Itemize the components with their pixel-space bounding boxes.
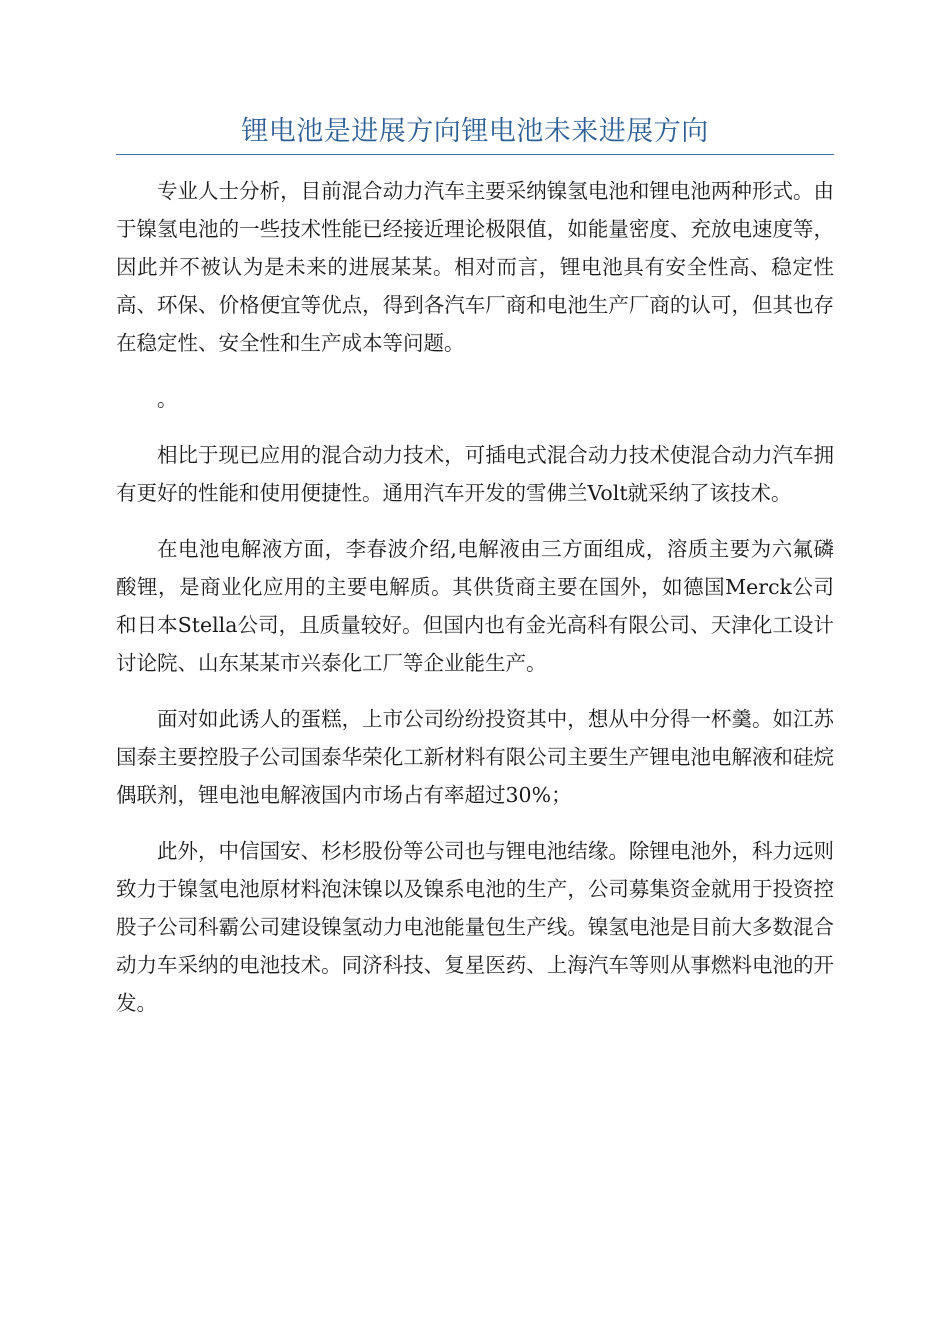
paragraph-6: 此外，中信国安、杉杉股份等公司也与锂电池结缘。除锂电池外，科力远则致力于镍氢电池原材料泡沫镍以及镍系电池的生产，公司募集资金就用于投资控股子公司科霸公司建设镍氢动力电池能量包生产线。镍氢电池是目前大多数混合动力车采纳的电池技术。同济科技、复星医药、上海汽车等则从事燃料电池的开发。 <box>116 839 834 1015</box>
paragraph-3: 相比于现已应用的混合动力技术，可插电式混合动力技术使混合动力汽车拥有更好的性能和使用便捷性。通用汽车开发的雪佛兰Volt就采纳了该技术。 <box>116 443 834 505</box>
document-body <box>116 172 834 1040</box>
title-divider <box>116 154 834 155</box>
page-title: 锂电池是进展方向锂电池未来进展方向 <box>241 116 709 147</box>
paragraph-1: 专业人士分析，目前混合动力汽车主要采纳镍氢电池和锂电池两种形式。由于镍氢电池的一些技术性能已经接近理论极限值，如能量密度、充放电速度等，因此并不被认为是未来的进展某某。相对而言，锂电池具有安全性高、稳定性高、环保、价格便宜等优点，得到各汽车厂商和电池生产厂商的认可，但其也存在稳定性、安全性和生产成本等问题。 <box>116 179 834 355</box>
paragraph-5: 面对如此诱人的蛋糕，上市公司纷纷投资其中，想从中分得一杯羹。如江苏国泰主要控股子公司国泰华荣化工新材料有限公司主要生产锂电池电解液和硅烷偶联剂，锂电池电解液国内市场占有率超过30%； <box>116 707 834 807</box>
paragraph-4: 在电池电解液方面，李春波介绍,电解液由三方面组成，溶质主要为六氟磷酸锂，是商业化应用的主要电解质。其供货商主要在国外，如德国Merck公司和日本Stella公司，且质量较好。但国内也有金光高科有限公司、天津化工设计讨论院、山东某某市兴泰化工厂等企业能生产。 <box>116 537 834 675</box>
paragraph-2: 。 <box>157 387 178 411</box>
